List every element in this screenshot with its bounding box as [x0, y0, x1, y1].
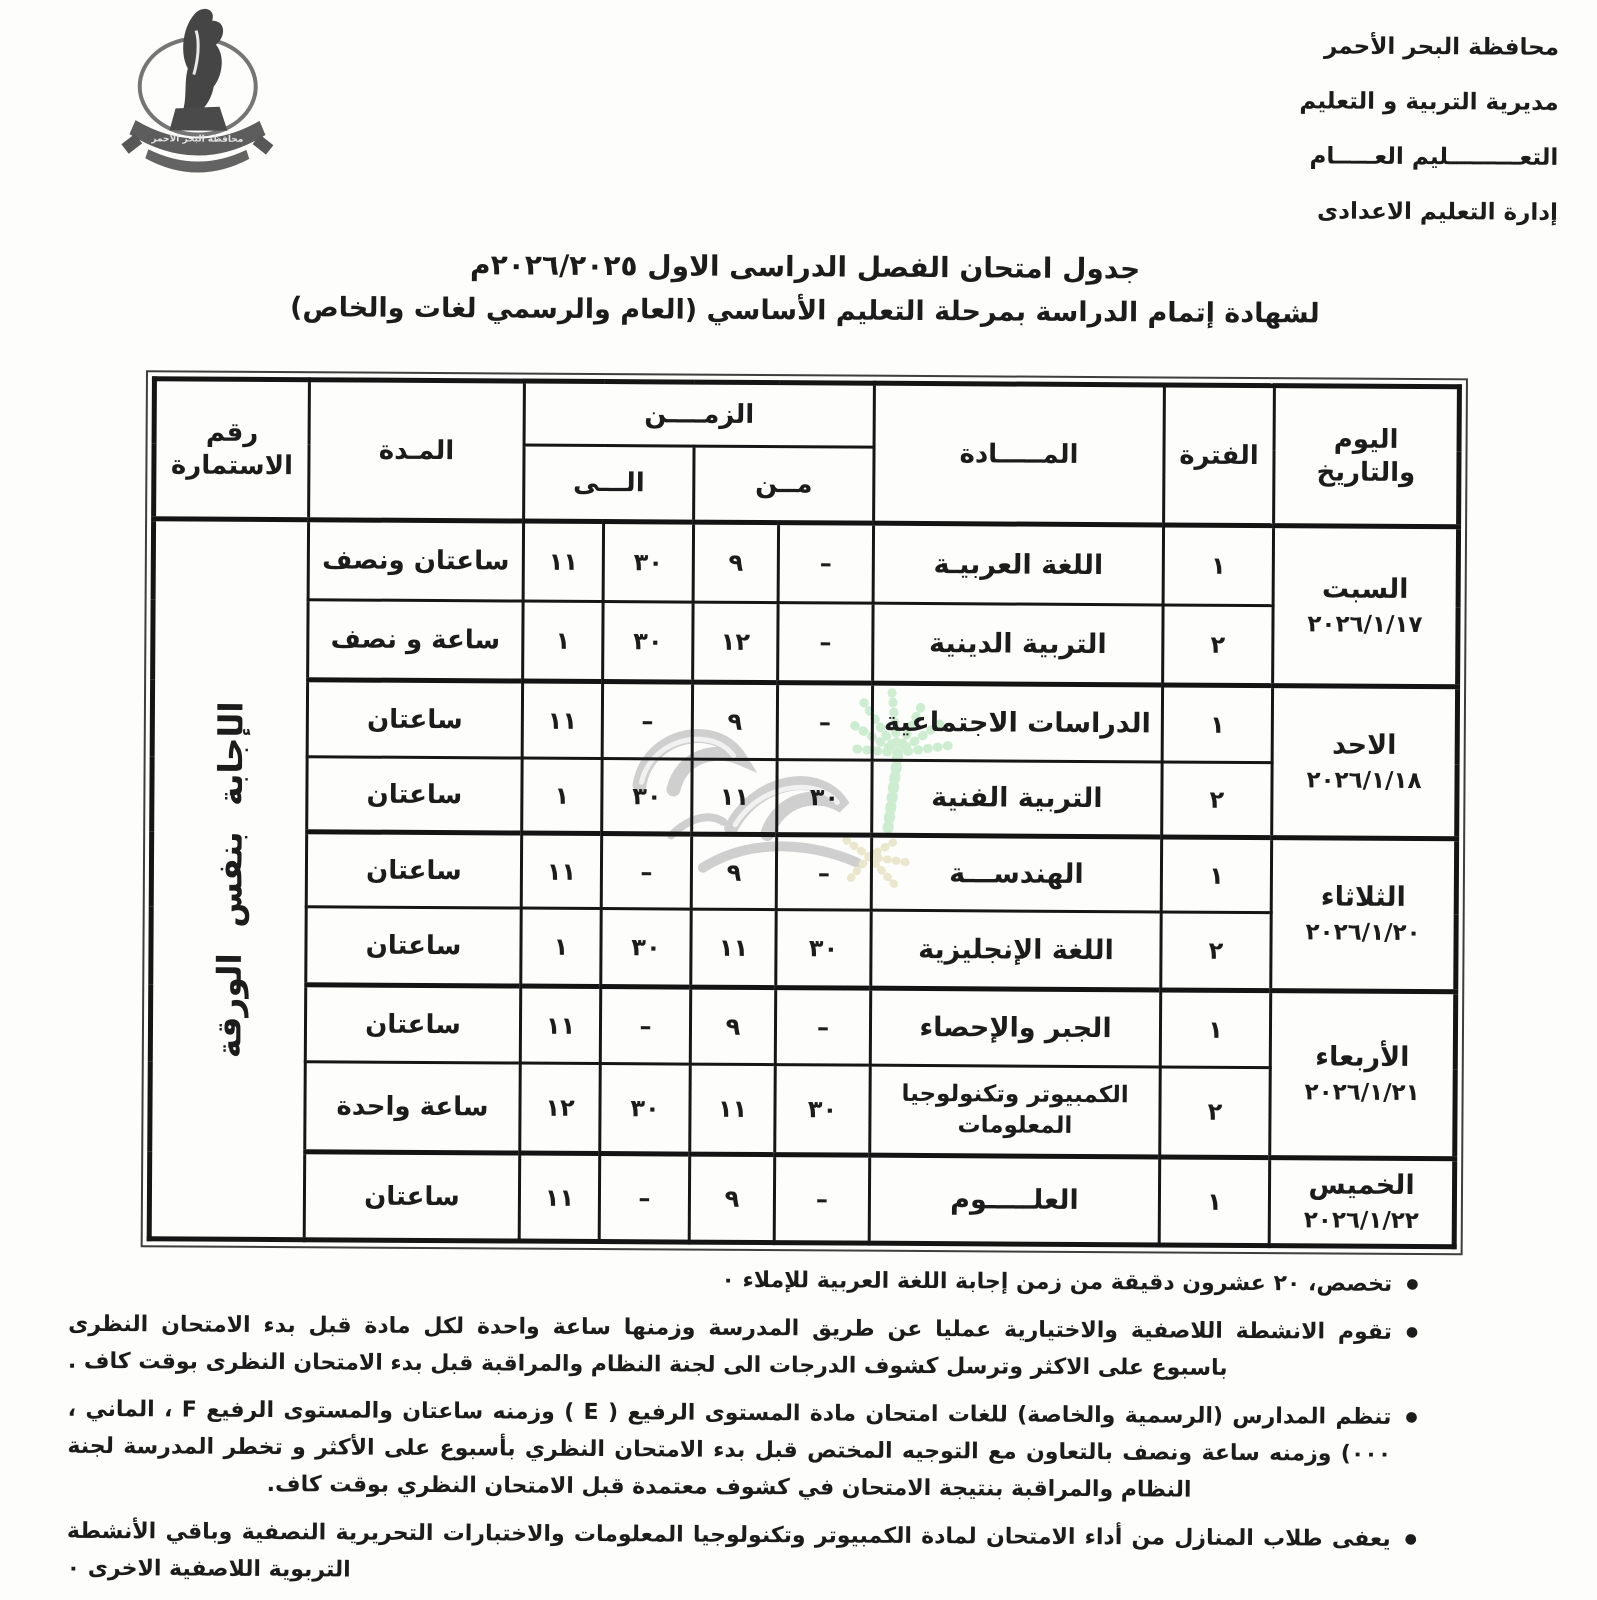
to-hours-cell: ١١ — [522, 681, 602, 758]
table-row — [153, 599, 1458, 687]
to-minutes-cell: ٣٠ — [601, 909, 691, 988]
day-date: ٢٠٢٦/١/٢٠ — [1305, 919, 1421, 947]
document-title-line2: لشهادة إتمام الدراسة بمرحلة التعليم الأساسي (العام والرسمي لغات والخاص) — [289, 292, 1320, 330]
note-text: تخصص، ٢٠ عشرون دقيقة من زمن إجابة اللغة العربية للإملاء ٠ — [721, 1267, 1393, 1297]
from-minutes-cell: – — [774, 1155, 870, 1244]
from-hours-cell: ١١ — [690, 1064, 776, 1155]
period-cell: ١ — [1160, 990, 1270, 1068]
header-duration: المـدة — [309, 380, 525, 521]
table-row — [151, 906, 1456, 992]
emblem-pedestal — [169, 106, 227, 130]
exam-schedule-table — [147, 376, 1462, 1249]
list-item — [68, 1306, 1418, 1388]
period-cell: ٢ — [1163, 605, 1273, 686]
to-hours-cell: ١١ — [523, 521, 604, 601]
from-hours-cell: ١٢ — [693, 602, 778, 683]
to-hours-cell: ١١ — [521, 833, 601, 908]
day-name: الثلاثاء — [1320, 881, 1406, 913]
bullet-icon: ● — [1405, 1408, 1418, 1426]
period-cell: ٢ — [1161, 912, 1271, 991]
table-row — [149, 1151, 1455, 1247]
duration-cell: ساعة و نصف — [308, 600, 523, 681]
duration-cell: ساعتان — [304, 1152, 520, 1241]
day-cell-sunday — [1272, 686, 1458, 839]
duration-cell: ساعتان ونصف — [308, 520, 523, 601]
table-row — [152, 679, 1457, 764]
day-cell-saturday — [1273, 526, 1459, 687]
document-title — [152, 246, 1457, 330]
to-minutes-cell: – — [600, 987, 690, 1065]
notes-list — [67, 1258, 1419, 1600]
duration-cell: ساعتان — [306, 832, 521, 908]
emblem-statue — [182, 9, 224, 115]
day-date: ٢٠٢٦/١/٢١ — [1304, 1079, 1420, 1107]
governorate-emblem-logo — [121, 0, 274, 191]
period-cell: ٢ — [1162, 762, 1272, 838]
header-period: الفترة — [1164, 385, 1275, 526]
to-hours-cell: ١ — [521, 908, 601, 986]
duration-cell: ساعتان — [307, 757, 522, 833]
from-hours-cell: ١١ — [691, 909, 776, 988]
header-form-number: رقم الاستمارة — [154, 379, 310, 520]
to-hours-cell: ١ — [522, 758, 602, 833]
to-minutes-cell: ٣٠ — [600, 1064, 691, 1155]
header-time: الزمــــن — [524, 381, 874, 447]
day-cell-thursday — [1269, 1158, 1455, 1247]
table-row — [152, 756, 1457, 839]
org-line-general-education: التعـــــــــليم العـــــام — [1309, 143, 1559, 171]
subject-cell: الهندســـة — [871, 835, 1161, 912]
form-number-cell — [149, 519, 308, 1240]
subject-cell: الكمبيوتر وتكنولوجيا المعلومات — [870, 1065, 1161, 1157]
answer-same-paper-note: الإجابة بنفس الورقة — [208, 700, 250, 1058]
duration-cell: ساعتان — [307, 680, 522, 758]
list-item — [67, 1513, 1417, 1595]
from-minutes-cell: – — [778, 523, 873, 604]
list-item — [68, 1258, 1418, 1303]
day-date: ٢٠٢٦/١/١٧ — [1307, 610, 1423, 638]
org-header — [1299, 19, 1560, 241]
table-row — [151, 831, 1456, 914]
day-name: السبت — [1321, 572, 1409, 605]
bullet-icon: ● — [1405, 1323, 1419, 1341]
day-cell-wednesday — [1270, 991, 1456, 1159]
from-minutes-cell: ٣٠ — [777, 760, 872, 836]
period-cell: ١ — [1163, 525, 1273, 606]
table-row — [150, 1061, 1456, 1159]
day-name: الأربعاء — [1315, 1041, 1410, 1073]
from-minutes-cell: – — [775, 988, 870, 1066]
to-hours-cell: ١١ — [520, 986, 600, 1063]
subject-cell: الدراسات الاجتماعية — [872, 683, 1162, 762]
to-minutes-cell: – — [601, 834, 691, 910]
subject-cell: اللغة الإنجليزية — [871, 910, 1161, 990]
to-minutes-cell: ٣٠ — [603, 602, 693, 683]
to-hours-cell: ١ — [523, 601, 604, 681]
duration-cell: ساعة واحدة — [305, 1062, 521, 1153]
subject-cell: التربية الدينية — [873, 603, 1163, 685]
from-minutes-cell: – — [778, 603, 873, 684]
duration-cell: ساعتان — [305, 985, 520, 1063]
period-cell: ١ — [1162, 685, 1272, 763]
from-minutes-cell: – — [777, 683, 872, 761]
note-text: تنظم المدارس (الرسمية والخاصة) للغات امتحان مادة المستوى الرفيع ( E ) وزمنه ساعتان والمستوى الرفيع F ، الماني ، ٠٠٠) وزمنه ساعة ونصف بالتعاون مع التوجيه المختص قبل بدء الامتحان النظري بأسبوع على الأكثر و تخطر المدرسة لجنة النظام والمراقبة بنتيجة الامتحان في كشوف معتمدة قبل الامتحان النظري بوقت كاف. — [67, 1396, 1392, 1503]
to-minutes-cell: ٣٠ — [603, 522, 693, 603]
from-hours-cell: ١١ — [692, 759, 777, 835]
subject-cell: التربية الفنية — [872, 760, 1162, 837]
day-name: الاحد — [1331, 728, 1397, 761]
to-minutes-cell: – — [602, 682, 692, 760]
bullet-icon: ● — [1406, 1275, 1419, 1293]
from-hours-cell: ٩ — [691, 834, 776, 910]
day-date: ٢٠٢٦/١/٢٢ — [1303, 1206, 1419, 1234]
to-minutes-cell: – — [599, 1154, 690, 1243]
period-cell: ١ — [1159, 1157, 1270, 1246]
header-subject: المـــــادة — [874, 383, 1165, 525]
org-line-directorate: مديرية التربية و التعليم — [1299, 88, 1559, 116]
day-date: ٢٠٢٦/١/١٨ — [1306, 766, 1422, 794]
header-time-from: مــن — [694, 446, 874, 523]
duration-cell: ساعتان — [306, 907, 521, 986]
note-text: تقوم الانشطة اللاصفية والاختيارية عمليا عن طريق المدرسة وزمنها ساعة واحدة لكل مادة قبل بدء الامتحان النظرى باسبوع على الاكثر وترسل كشوف الدرجات الى لجنة النظام والمراقبة قبل بدء الامتحان النظرى بوقت كاف . — [67, 1311, 1393, 1381]
header-time-to: الـــى — [524, 445, 694, 522]
table-row — [153, 519, 1458, 607]
to-hours-cell: ١٢ — [520, 1063, 601, 1153]
table-row — [150, 984, 1455, 1069]
from-minutes-cell: ٣٠ — [776, 910, 871, 989]
note-text: يعفى طلاب المنازل من أداء الامتحان لمادة الكمبيوتر وتكنولوجيا المعلومات والاختبارات التحريرية النصفية وباقي الأنشطة التربوية اللاصفية الاخرى ٠ — [66, 1518, 1391, 1583]
from-hours-cell: ٩ — [693, 522, 778, 603]
period-cell: ١ — [1161, 837, 1271, 913]
subject-cell: الجبر والإحصاء — [870, 988, 1160, 1067]
to-minutes-cell: ٣٠ — [602, 759, 692, 835]
org-line-governorate: محافظة البحر الأحمر — [1323, 33, 1560, 61]
to-hours-cell: ١١ — [519, 1153, 600, 1241]
list-item — [67, 1391, 1418, 1510]
org-line-prep-education: إدارة التعليم الاعدادى — [1317, 198, 1559, 226]
day-cell-tuesday — [1271, 838, 1457, 992]
header-day-date: اليوم والتاريخ — [1274, 386, 1460, 527]
from-hours-cell: ٩ — [689, 1154, 775, 1243]
from-hours-cell: ٩ — [692, 682, 777, 760]
from-minutes-cell: ٣٠ — [775, 1065, 871, 1156]
from-minutes-cell: – — [776, 835, 871, 911]
period-cell: ٢ — [1160, 1067, 1271, 1158]
emblem-banner-text: محافظة البحر الأحمر — [151, 134, 244, 145]
subject-cell: اللغة العربيـة — [873, 523, 1163, 605]
subject-cell: العلـــــوم — [869, 1155, 1160, 1245]
document-title-line1: جدول امتحان الفصل الدراسى الاول ٢٠٢٦/٢٠٢٥م — [470, 248, 1141, 286]
from-hours-cell: ٩ — [690, 987, 775, 1065]
day-name: الخميس — [1308, 1168, 1415, 1201]
bullet-icon: ● — [1404, 1530, 1417, 1548]
